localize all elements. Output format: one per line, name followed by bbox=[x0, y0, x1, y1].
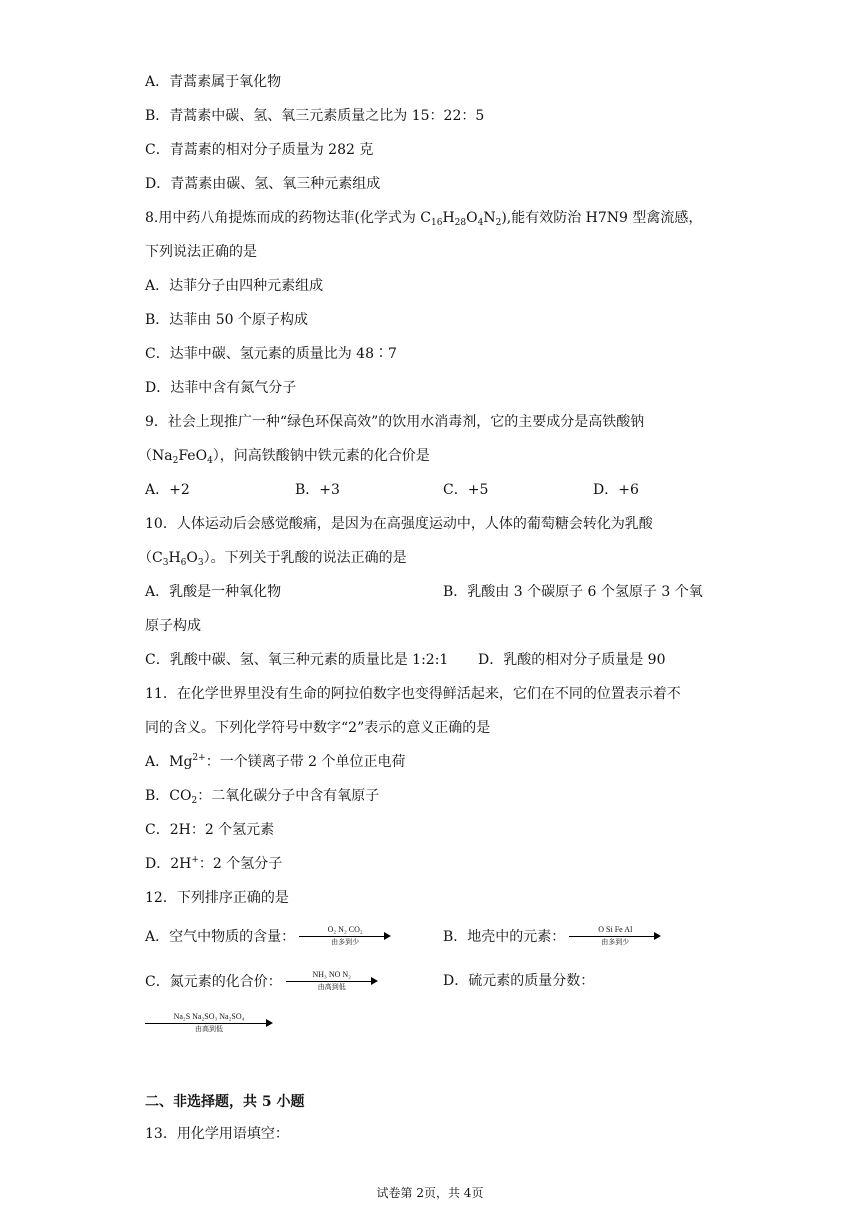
q13-stem: 13．用化学用语填空： bbox=[145, 1126, 289, 1142]
q7-option-c: C．青蒿素的相对分子质量为 282 克 bbox=[145, 142, 374, 158]
q11-option-b bbox=[145, 787, 379, 805]
q12-b-arrow bbox=[569, 927, 661, 947]
q12-b-label: B．地壳中的元素： bbox=[443, 929, 566, 945]
q10-option-d: D．乳酸的相对分子质量是 90 bbox=[478, 652, 666, 668]
q7-option-b: B．青蒿素中碳、氢、氧三元素质量之比为 15：22：5 bbox=[145, 108, 485, 124]
q11-a-text: ：一个镁离子带 2 个单位正电荷 bbox=[205, 754, 406, 770]
q8-formula-c-sub: 16 bbox=[430, 218, 443, 228]
q10-formula-o: O bbox=[186, 550, 198, 566]
q10-option-c: C．乳酸中碳、氢、氧三种元素的质量比是 1:2:1 bbox=[145, 652, 449, 668]
q9-formula-sub2: 4 bbox=[207, 456, 213, 466]
q11-b-sub: 2 bbox=[191, 796, 198, 806]
q9-stem-line2 bbox=[138, 447, 430, 465]
q8-option-b: B．达菲由 50 个原子构成 bbox=[145, 312, 309, 328]
q11-option-a bbox=[145, 753, 406, 771]
q10-option-b: B．乳酸由 3 个碳原子 6 个氢原子 3 个氧 bbox=[443, 584, 703, 600]
q12-c-arrow-bottom: 由高到低 bbox=[317, 983, 346, 991]
q12-c-label: C．氮元素的化合价： bbox=[145, 974, 282, 990]
q8-option-d: D．达菲中含有氮气分子 bbox=[145, 380, 297, 396]
q12-b-arrow-top: O Si Fe Al bbox=[598, 925, 633, 934]
q10-stem-line2 bbox=[138, 549, 407, 567]
q12-d-arrow-top: Na₂S Na₂SO₃ Na₂SO₄ bbox=[173, 1012, 245, 1021]
q8-formula-o-sub: 4 bbox=[477, 218, 484, 228]
q8-option-a: A．达菲分子由四种元素组成 bbox=[145, 278, 324, 294]
q10-stem2-pre: （C bbox=[138, 550, 163, 566]
q12-a-arrow bbox=[299, 927, 391, 947]
q8-formula-n-sub: 2 bbox=[495, 218, 502, 228]
q11-a-symbol: A．Mg bbox=[145, 754, 193, 770]
q11-d-text: ：2 个氢分子 bbox=[198, 856, 283, 872]
q8-formula-h-sub: 28 bbox=[454, 218, 467, 228]
q9-stem2-post: ），问高铁酸钠中铁元素的化合价是 bbox=[212, 448, 430, 464]
q12-a-label: A．空气中物质的含量： bbox=[145, 929, 296, 945]
page-footer: 试卷第 2页，共 4页 bbox=[376, 1186, 484, 1200]
q7-option-a: A．青蒿素属于氧化物 bbox=[145, 74, 282, 90]
section-2-title: 二、非选择题，共 5 小题 bbox=[145, 1094, 305, 1110]
q12-option-b bbox=[443, 927, 661, 947]
q10-formula-sub3: 3 bbox=[197, 558, 204, 568]
q12-c-arrow-top: NH₃ NO N₂ bbox=[312, 970, 351, 979]
q11-option-c: C．2H：2 个氢元素 bbox=[145, 822, 275, 838]
q10-formula-h: H bbox=[168, 550, 181, 566]
q8-formula-o: O bbox=[466, 210, 478, 226]
q10-formula-sub1: 3 bbox=[162, 558, 169, 568]
q10-option-b-cont: 原子构成 bbox=[145, 618, 201, 634]
q9-stem-line1: 9．社会上现推广一种“绿色环保高效”的饮用水消毒剂，它的主要成分是高铁酸钠 bbox=[145, 414, 645, 430]
q8-stem-line2: 下列说法正确的是 bbox=[145, 244, 257, 260]
q11-d-charge: + bbox=[191, 855, 199, 865]
q10-option-a: A．乳酸是一种氧化物 bbox=[145, 584, 282, 600]
q9-option-c: C．+5 bbox=[443, 482, 489, 498]
q9-stem2-pre: （Na bbox=[138, 448, 173, 464]
q8-formula-h: H bbox=[442, 210, 455, 226]
q11-option-d bbox=[145, 855, 282, 873]
q9-formula-sub1: 2 bbox=[172, 456, 179, 466]
q11-b-symbol: B．CO bbox=[145, 788, 192, 804]
q12-option-a bbox=[145, 927, 391, 947]
q12-d-arrow bbox=[145, 1014, 273, 1036]
q8-option-c: C．达菲中碳、氢元素的质量比为 48∶7 bbox=[145, 346, 397, 362]
q8-formula-n: N bbox=[483, 210, 496, 226]
q9-option-a: A．+2 bbox=[145, 482, 190, 498]
q12-option-c bbox=[145, 972, 378, 992]
q9-option-d: D．+6 bbox=[593, 482, 639, 498]
q12-stem: 12．下列排序正确的是 bbox=[145, 890, 289, 906]
q11-d-symbol: D．2H bbox=[145, 856, 192, 872]
q11-a-charge: 2+ bbox=[192, 753, 206, 763]
q10-stem2-post: ）。下列关于乳酸的说法正确的是 bbox=[203, 550, 407, 566]
q11-stem-line1: 11．在化学世界里没有生命的阿拉伯数字也变得鲜活起来，它们在不同的位置表示着不 bbox=[145, 686, 681, 702]
q12-b-arrow-bottom: 由多到少 bbox=[601, 938, 630, 946]
q12-d-arrow-row bbox=[145, 1014, 273, 1036]
q11-stem-line2: 同的含义。下列化学符号中数字“2”表示的意义正确的是 bbox=[145, 720, 491, 736]
q12-d-arrow-bottom: 由高到低 bbox=[195, 1025, 223, 1033]
q11-b-text: ：二氧化碳分子中含有氧原子 bbox=[197, 788, 380, 804]
q12-c-arrow bbox=[286, 972, 378, 992]
q10-stem-line1: 10．人体运动后会感觉酸痛，是因为在高强度运动中，人体的葡萄糖会转化为乳酸 bbox=[145, 516, 653, 532]
q8-stem-pre: 8.用中药八角提炼而成的药物达菲(化学式为 C bbox=[145, 210, 431, 226]
q12-a-arrow-bottom: 由多到少 bbox=[331, 938, 360, 946]
q12-a-arrow-top: O₂ N₂ CO₂ bbox=[327, 925, 363, 934]
q12-option-d: D．硫元素的质量分数： bbox=[443, 973, 595, 989]
q8-stem-post: ),能有效防治 H7N9 型禽流感， bbox=[501, 210, 703, 226]
q9-formula-mid: FeO bbox=[178, 448, 208, 464]
q10-formula-sub2: 6 bbox=[180, 558, 187, 568]
q9-option-b: B．+3 bbox=[295, 482, 340, 498]
q7-option-d: D．青蒿素由碳、氢、氧三种元素组成 bbox=[145, 176, 381, 192]
q8-stem-line1 bbox=[145, 209, 702, 227]
